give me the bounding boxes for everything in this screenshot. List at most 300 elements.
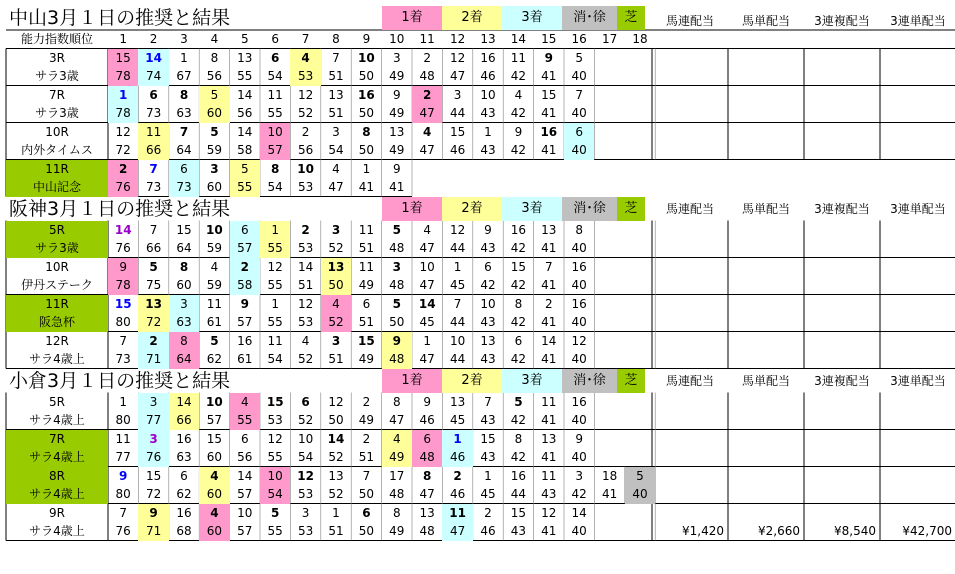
race-name: サラ4歳上 bbox=[29, 413, 85, 427]
payout-value: ¥2,660 bbox=[758, 524, 800, 538]
payout-value bbox=[728, 67, 804, 86]
ability-index: 47 bbox=[449, 69, 466, 83]
horse-number: 13 bbox=[389, 124, 405, 139]
ability-index: 47 bbox=[419, 352, 435, 366]
ability-index: 59 bbox=[206, 278, 223, 292]
ability-index: 43 bbox=[480, 352, 496, 366]
horse-number: 14 bbox=[169, 393, 199, 412]
legend-first: 1着 bbox=[382, 6, 442, 30]
ability-index: 53 bbox=[297, 180, 314, 194]
horse-number: 7 bbox=[119, 333, 128, 348]
horse-number: 3 bbox=[453, 87, 462, 102]
ability-index: 57 bbox=[237, 524, 253, 538]
ability-index: 50 bbox=[358, 524, 375, 538]
section-title: 阪神3月１日の推奨と結果 bbox=[9, 197, 231, 220]
horse-number: 11 bbox=[267, 87, 283, 102]
horse-number: 15 bbox=[176, 222, 192, 237]
horse-number: 15 bbox=[510, 259, 527, 274]
horse-number: 3 bbox=[392, 259, 401, 274]
horse-number: 6 bbox=[240, 431, 249, 446]
horse-number: 2 bbox=[412, 86, 442, 105]
horse-number: 6 bbox=[169, 160, 199, 179]
horse-number: 9 bbox=[423, 394, 432, 409]
horse-number: 16 bbox=[540, 124, 558, 139]
horse-number: 11 bbox=[541, 394, 557, 409]
horse-number: 4 bbox=[514, 87, 523, 102]
horse-number: 15 bbox=[449, 124, 466, 139]
horse-number: 4 bbox=[423, 222, 432, 237]
payout-value: ¥1,420 bbox=[682, 524, 724, 538]
horse-number: 9 bbox=[484, 222, 492, 237]
ability-index: 51 bbox=[358, 241, 375, 255]
horse-number: 3 bbox=[392, 50, 401, 65]
ability-index: 49 bbox=[358, 413, 375, 427]
payout-value bbox=[728, 239, 804, 258]
horse-number: 15 bbox=[358, 333, 375, 348]
horse-number: 12 bbox=[297, 468, 314, 483]
ability-index: 51 bbox=[297, 278, 314, 292]
ability-index: 55 bbox=[260, 239, 290, 258]
ability-index: 73 bbox=[145, 106, 162, 120]
horse-number: 8 bbox=[514, 296, 523, 311]
ability-index: 59 bbox=[206, 143, 223, 157]
section-title: 中山3月１日の推奨と結果 bbox=[9, 7, 231, 29]
ability-index: 51 bbox=[358, 450, 375, 464]
ability-index: 41 bbox=[601, 487, 618, 501]
horse-number: 14 bbox=[297, 259, 314, 274]
horse-number: 13 bbox=[541, 431, 557, 446]
horse-number: 16 bbox=[510, 222, 527, 237]
horse-number: 10 bbox=[480, 296, 496, 311]
ability-index: 41 bbox=[541, 241, 557, 255]
ability-index: 43 bbox=[480, 315, 496, 329]
race-number: 7R bbox=[6, 430, 108, 449]
payout-value bbox=[652, 141, 728, 160]
ability-index: 71 bbox=[138, 522, 168, 541]
ability-index: 40 bbox=[571, 278, 587, 292]
horse-number: 17 bbox=[389, 468, 405, 483]
ability-index: 46 bbox=[419, 413, 435, 427]
horse-number: 7 bbox=[575, 87, 584, 102]
ability-index: 60 bbox=[199, 522, 229, 541]
payout-header: 3連単配当 bbox=[890, 201, 946, 216]
legend-third: 3着 bbox=[502, 197, 562, 221]
horse-number: 12 bbox=[571, 333, 587, 348]
horse-number: 4 bbox=[210, 259, 219, 274]
horse-number: 1 bbox=[484, 124, 492, 139]
ability-index: 44 bbox=[449, 106, 466, 120]
ability-index: 55 bbox=[230, 411, 260, 430]
horse-number: 11 bbox=[358, 259, 375, 274]
ability-index: 47 bbox=[419, 487, 435, 501]
legend-turf: 芝 bbox=[617, 6, 645, 30]
horse-number: 7 bbox=[332, 50, 340, 65]
horse-number: 4 bbox=[423, 124, 432, 139]
payout-value bbox=[804, 141, 880, 160]
horse-number: 4 bbox=[290, 49, 320, 68]
payout-header: 馬連配当 bbox=[665, 201, 714, 216]
ability-index: 64 bbox=[176, 143, 192, 157]
ability-index: 66 bbox=[169, 411, 199, 430]
horse-number: 16 bbox=[510, 468, 527, 483]
horse-number: 7 bbox=[453, 296, 462, 311]
ability-index: 47 bbox=[389, 413, 405, 427]
legend-scratch: 消･徐 bbox=[562, 197, 617, 221]
horse-number: 16 bbox=[571, 296, 587, 311]
ability-index: 52 bbox=[297, 413, 314, 427]
horse-number: 2 bbox=[301, 124, 310, 139]
ability-index: 62 bbox=[206, 352, 223, 366]
payout-value bbox=[804, 411, 880, 430]
payout-value bbox=[728, 350, 804, 369]
ability-index: 53 bbox=[297, 241, 314, 255]
horse-number: 16 bbox=[571, 259, 587, 274]
horse-number: 7 bbox=[179, 124, 189, 139]
horse-number: 16 bbox=[176, 431, 192, 446]
ability-index: 74 bbox=[138, 67, 168, 86]
payout-value bbox=[652, 276, 728, 295]
legend-third: 3着 bbox=[502, 369, 562, 393]
horse-number: 6 bbox=[301, 394, 310, 409]
ability-index: 55 bbox=[237, 69, 253, 83]
ability-index: 42 bbox=[510, 106, 527, 120]
horse-number: 6 bbox=[362, 296, 371, 311]
payout-value bbox=[652, 411, 728, 430]
ability-index: 61 bbox=[237, 352, 253, 366]
ability-index: 71 bbox=[138, 350, 168, 369]
ability-index: 53 bbox=[297, 524, 314, 538]
position-header: 13 bbox=[480, 32, 496, 46]
payout-header: 馬単配当 bbox=[741, 373, 790, 388]
legend-second: 2着 bbox=[442, 6, 502, 30]
legend-first: 1着 bbox=[382, 369, 442, 393]
ability-index: 43 bbox=[480, 106, 496, 120]
ability-index: 67 bbox=[176, 69, 192, 83]
ability-index: 63 bbox=[176, 106, 192, 120]
horse-number: 10 bbox=[297, 161, 314, 176]
ability-index: 47 bbox=[442, 522, 472, 541]
horse-number: 12 bbox=[115, 124, 131, 139]
ability-index: 55 bbox=[267, 315, 283, 329]
position-header: 9 bbox=[362, 32, 371, 46]
horse-number: 11 bbox=[442, 504, 472, 523]
ability-index: 40 bbox=[571, 524, 587, 538]
ability-index: 73 bbox=[169, 178, 199, 197]
horse-number: 1 bbox=[180, 50, 188, 65]
payout-value bbox=[728, 313, 804, 332]
ability-index: 40 bbox=[571, 352, 587, 366]
horse-number: 13 bbox=[321, 258, 351, 277]
horse-number: 3 bbox=[210, 161, 219, 176]
ability-index: 53 bbox=[297, 315, 314, 329]
race-number: 9R bbox=[49, 505, 65, 520]
ability-index: 40 bbox=[571, 450, 587, 464]
payout-value bbox=[728, 141, 804, 160]
horse-number: 4 bbox=[199, 504, 229, 523]
ability-index: 48 bbox=[419, 524, 435, 538]
ability-index: 42 bbox=[510, 69, 527, 83]
horse-number: 8 bbox=[210, 50, 219, 65]
ability-index: 49 bbox=[389, 69, 405, 83]
ability-index: 52 bbox=[328, 450, 344, 464]
race-number: 12R bbox=[45, 333, 69, 348]
ability-index: 50 bbox=[321, 276, 351, 295]
horse-number: 15 bbox=[266, 394, 284, 409]
horse-number: 6 bbox=[514, 333, 523, 348]
horse-number: 7 bbox=[149, 161, 158, 176]
ability-index: 45 bbox=[449, 278, 466, 292]
ability-index: 40 bbox=[571, 106, 587, 120]
payout-value bbox=[652, 485, 728, 504]
horse-number: 3 bbox=[301, 505, 310, 520]
horse-number: 14 bbox=[138, 49, 168, 68]
horse-number: 1 bbox=[119, 394, 128, 409]
position-header: 5 bbox=[240, 32, 249, 46]
race-name: 伊丹ステーク bbox=[21, 278, 93, 292]
horse-number: 2 bbox=[230, 258, 260, 277]
horse-number: 2 bbox=[138, 332, 168, 351]
ability-index: 43 bbox=[510, 524, 527, 538]
ability-index: 43 bbox=[480, 241, 496, 255]
horse-number: 10 bbox=[449, 333, 466, 348]
horse-number: 14 bbox=[571, 505, 587, 520]
ability-index: 72 bbox=[115, 143, 131, 157]
horse-number: 15 bbox=[541, 87, 557, 102]
horse-number: 10 bbox=[260, 467, 290, 486]
horse-number: 3 bbox=[138, 393, 168, 412]
payout-value bbox=[804, 350, 880, 369]
ability-index: 42 bbox=[510, 413, 527, 427]
ability-index: 40 bbox=[571, 413, 587, 427]
horse-number: 10 bbox=[419, 259, 435, 274]
ability-index: 44 bbox=[449, 315, 466, 329]
payout-value bbox=[880, 350, 955, 369]
payout-value bbox=[880, 141, 955, 160]
horse-number: 9 bbox=[392, 161, 401, 176]
horse-number: 8 bbox=[271, 161, 280, 176]
horse-number: 16 bbox=[571, 394, 587, 409]
horse-number: 13 bbox=[449, 394, 466, 409]
payout-header: 馬単配当 bbox=[741, 201, 790, 216]
ability-index: 41 bbox=[541, 315, 557, 329]
ability-index: 46 bbox=[449, 143, 466, 157]
ability-index: 57 bbox=[237, 315, 253, 329]
ability-index: 78 bbox=[108, 67, 138, 86]
ability-index: 57 bbox=[206, 413, 223, 427]
ability-index: 49 bbox=[358, 278, 375, 292]
ability-index: 40 bbox=[571, 69, 587, 83]
ability-index: 51 bbox=[328, 352, 344, 366]
legend-turf: 芝 bbox=[617, 197, 645, 221]
horse-number: 11 bbox=[115, 431, 131, 446]
ability-index: 46 bbox=[480, 69, 496, 83]
ability-index: 64 bbox=[176, 241, 192, 255]
ability-index: 52 bbox=[321, 313, 351, 332]
race-number: 3R bbox=[49, 50, 65, 65]
position-header: 16 bbox=[571, 32, 587, 46]
ability-index: 52 bbox=[328, 487, 344, 501]
horse-number: 1 bbox=[423, 333, 432, 348]
horse-number: 5 bbox=[392, 222, 401, 237]
payout-header: 3連単配当 bbox=[890, 373, 946, 388]
payout-value bbox=[880, 67, 955, 86]
payout-value bbox=[804, 313, 880, 332]
horse-number: 7 bbox=[119, 505, 128, 520]
horse-number: 2 bbox=[362, 431, 371, 446]
horse-number: 15 bbox=[114, 296, 132, 311]
payout-value bbox=[652, 239, 728, 258]
position-header: 4 bbox=[210, 32, 219, 46]
payout-value bbox=[880, 104, 955, 123]
position-header: 11 bbox=[419, 32, 435, 46]
horse-number: 11 bbox=[206, 296, 223, 311]
ability-index: 45 bbox=[480, 487, 496, 501]
ability-index: 42 bbox=[480, 278, 496, 292]
payout-value bbox=[652, 448, 728, 467]
horse-number: 13 bbox=[138, 295, 168, 314]
horse-number: 3 bbox=[331, 333, 341, 348]
legend-third: 3着 bbox=[502, 6, 562, 30]
ability-index: 51 bbox=[328, 524, 344, 538]
horse-number: 1 bbox=[362, 161, 371, 176]
horse-number: 8 bbox=[179, 259, 189, 274]
horse-number: 1 bbox=[260, 221, 290, 240]
legend-turf: 芝 bbox=[617, 369, 645, 393]
ability-index: 56 bbox=[237, 106, 253, 120]
race-name: 中山記念 bbox=[6, 178, 108, 197]
ability-index: 72 bbox=[145, 487, 162, 501]
horse-number: 9 bbox=[240, 296, 249, 311]
ability-index: 58 bbox=[237, 143, 253, 157]
ability-index: 41 bbox=[541, 69, 557, 83]
ability-index: 45 bbox=[449, 413, 466, 427]
horse-number: 13 bbox=[328, 87, 344, 102]
ability-index: 51 bbox=[328, 106, 344, 120]
ability-index: 55 bbox=[267, 450, 283, 464]
horse-number: 8 bbox=[575, 222, 584, 237]
horse-number: 9 bbox=[514, 124, 523, 139]
position-header: 8 bbox=[332, 32, 340, 46]
ability-index: 50 bbox=[358, 69, 375, 83]
horse-number: 8 bbox=[179, 87, 189, 102]
ability-index: 42 bbox=[510, 241, 527, 255]
ability-index: 47 bbox=[419, 241, 435, 255]
horse-number: 12 bbox=[297, 87, 314, 102]
ability-index: 60 bbox=[206, 180, 223, 194]
payout-value bbox=[728, 485, 804, 504]
ability-index: 50 bbox=[358, 106, 375, 120]
race-name: 阪急杯 bbox=[6, 313, 108, 332]
ability-index: 57 bbox=[260, 141, 290, 160]
horse-number: 15 bbox=[206, 431, 223, 446]
race-name: 内外タイムス bbox=[21, 143, 93, 157]
ability-index: 50 bbox=[358, 487, 375, 501]
ability-index: 52 bbox=[297, 352, 314, 366]
horse-number: 7 bbox=[362, 468, 371, 483]
horse-number: 3 bbox=[331, 222, 341, 237]
payout-value bbox=[804, 67, 880, 86]
legend-second: 2着 bbox=[442, 197, 502, 221]
payout-header: 馬連配当 bbox=[665, 13, 714, 28]
ability-index: 46 bbox=[449, 487, 466, 501]
position-header: 17 bbox=[601, 32, 618, 46]
ability-index: 41 bbox=[541, 278, 557, 292]
ability-index: 80 bbox=[115, 315, 131, 329]
ability-index: 80 bbox=[115, 413, 131, 427]
ability-index: 42 bbox=[510, 143, 527, 157]
horse-number: 2 bbox=[544, 296, 553, 311]
payout-header: 3連複配当 bbox=[814, 201, 870, 216]
ability-index: 78 bbox=[108, 104, 138, 123]
horse-number: 2 bbox=[453, 468, 462, 483]
ability-index: 53 bbox=[297, 487, 314, 501]
ability-index: 40 bbox=[564, 141, 594, 160]
ability-index: 55 bbox=[267, 106, 283, 120]
ability-index: 77 bbox=[138, 411, 168, 430]
payout-value bbox=[880, 485, 955, 504]
horse-number: 16 bbox=[480, 50, 496, 65]
ability-index: 52 bbox=[328, 241, 344, 255]
ability-index: 49 bbox=[358, 352, 375, 366]
ability-index: 41 bbox=[541, 524, 557, 538]
ability-index: 51 bbox=[358, 315, 375, 329]
ability-index: 53 bbox=[290, 67, 320, 86]
horse-number: 5 bbox=[199, 86, 229, 105]
ability-index: 44 bbox=[510, 487, 527, 501]
horse-number: 6 bbox=[180, 468, 188, 483]
payout-value bbox=[880, 239, 955, 258]
ability-index: 55 bbox=[267, 278, 283, 292]
horse-number: 5 bbox=[271, 505, 280, 520]
horse-number: 8 bbox=[423, 468, 432, 483]
ability-index: 42 bbox=[510, 278, 527, 292]
horse-number: 2 bbox=[108, 160, 138, 179]
horse-number: 16 bbox=[237, 333, 253, 348]
horse-number: 2 bbox=[484, 505, 492, 520]
ability-index: 76 bbox=[108, 178, 138, 197]
ability-index: 54 bbox=[328, 143, 344, 157]
horse-number: 10 bbox=[297, 431, 314, 446]
ability-index: 42 bbox=[510, 315, 527, 329]
horse-number: 4 bbox=[199, 467, 229, 486]
ability-index: 56 bbox=[297, 143, 314, 157]
horse-number: 5 bbox=[230, 160, 260, 179]
ability-index: 54 bbox=[297, 450, 314, 464]
race-name: サラ4歳上 bbox=[6, 485, 108, 504]
ability-index: 66 bbox=[145, 241, 162, 255]
ability-index: 57 bbox=[237, 487, 253, 501]
ability-index: 60 bbox=[176, 278, 192, 292]
ability-index: 57 bbox=[230, 239, 260, 258]
ability-index: 42 bbox=[571, 487, 587, 501]
horse-number: 6 bbox=[362, 505, 371, 520]
ability-index: 48 bbox=[412, 448, 442, 467]
horse-number: 8 bbox=[392, 394, 401, 409]
horse-number: 11 bbox=[358, 222, 375, 237]
legend-second: 2着 bbox=[442, 369, 502, 393]
horse-number: 13 bbox=[541, 222, 557, 237]
horse-number: 10 bbox=[206, 394, 223, 409]
payout-value bbox=[728, 276, 804, 295]
horse-number: 8 bbox=[169, 332, 199, 351]
horse-number: 14 bbox=[541, 333, 557, 348]
horse-number: 6 bbox=[271, 50, 280, 65]
payout-value bbox=[652, 350, 728, 369]
horse-number: 12 bbox=[267, 431, 283, 446]
ability-index: 40 bbox=[571, 241, 587, 255]
legend-first: 1着 bbox=[382, 197, 442, 221]
horse-number: 5 bbox=[392, 296, 401, 311]
